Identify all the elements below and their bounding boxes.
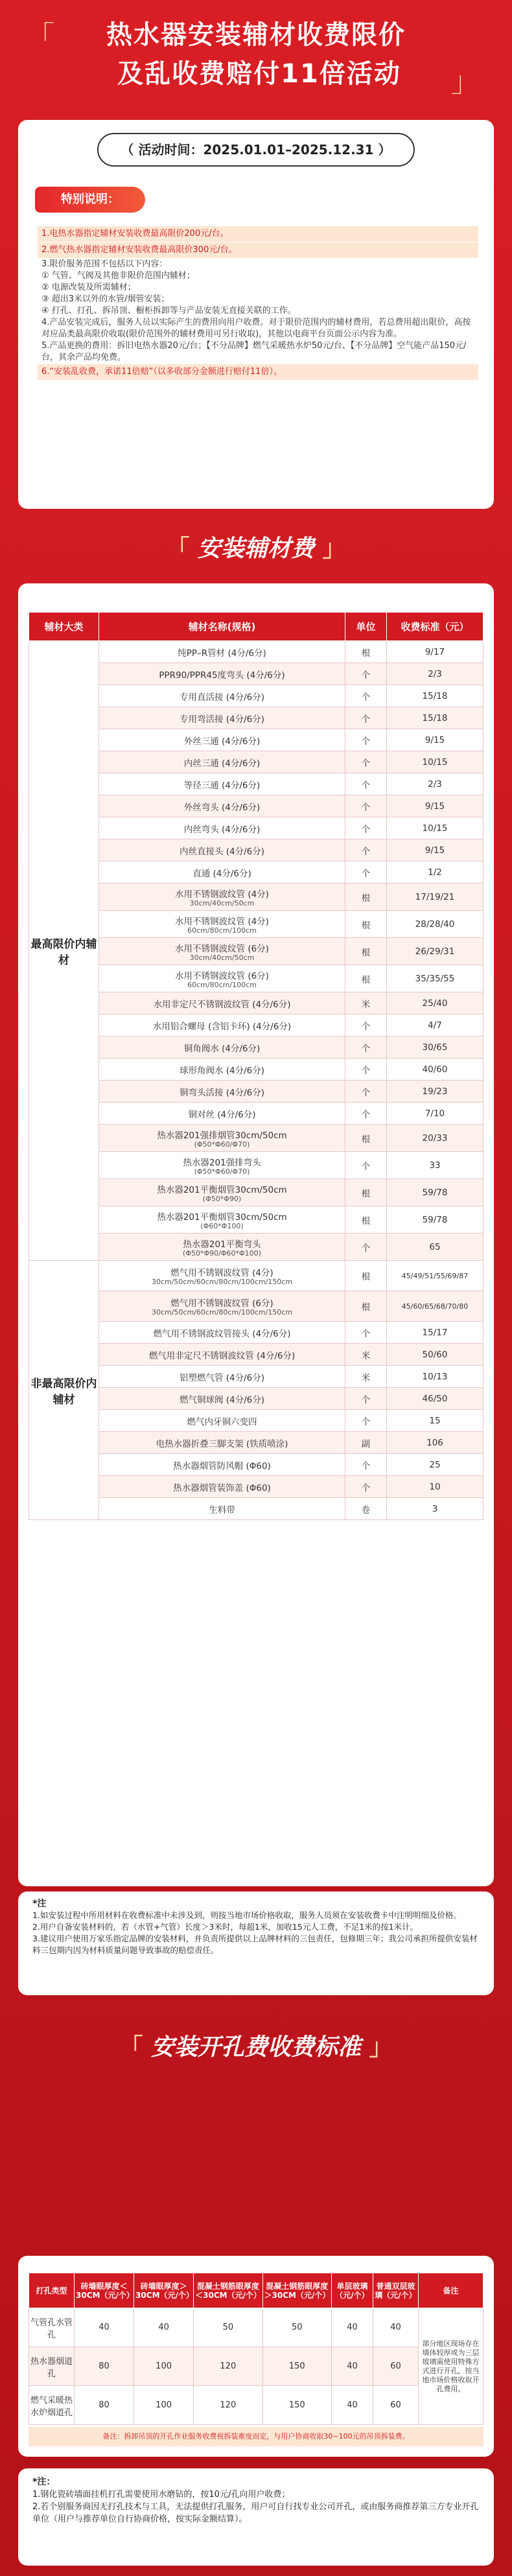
price-cell: 9/15 — [387, 839, 483, 861]
unit-cell: 根 — [345, 1206, 387, 1234]
category-cell: 最高限价内辅材 — [29, 641, 99, 1261]
unit-cell: 个 — [345, 1014, 387, 1036]
hero-title-line2: 及乱收费赔付11倍活动 — [117, 59, 401, 89]
price-cell: 120 — [194, 2386, 262, 2425]
price-cell: 10 — [387, 1476, 483, 1498]
footer-title: *注： — [32, 2477, 56, 2487]
price-cell: 60 — [373, 2386, 419, 2425]
unit-cell: 米 — [345, 992, 387, 1014]
unit-cell: 个 — [345, 1081, 387, 1103]
note-item: ④ 打孔、打孔、拆吊顶、橱柜拆卸等与产品安装无直接关联的工作。 — [41, 306, 296, 316]
price-cell: 40/60 — [387, 1059, 483, 1081]
note-item: ③ 超出3米以外的水管/烟管安装； — [41, 294, 170, 304]
material-name: PPR90/PPR45度弯头 (4分/6分) — [99, 663, 345, 685]
price-cell: 50 — [262, 2308, 331, 2347]
col-header: 砖墙眼厚度＞30CM（元/个） — [134, 2273, 194, 2308]
col-header: 混凝土钢筋眼厚度＞30CM（元/个） — [262, 2273, 331, 2308]
material-name: 球形角阀水 (4分/6分) — [99, 1059, 345, 1081]
footer-line: 2.若个别服务商因无打孔技术与工具，无法提供打孔服务，用户可自行找专业公司开孔，或由服务商推荐第三方专业开孔单位（用户与推荐单位自行协商价格，按实际金额结算）。 — [32, 2502, 479, 2524]
price-cell: 40 — [332, 2308, 373, 2347]
hole-remark: 部分地区现场存在墙体较厚或为三层玻璃需使用特殊方式进行开孔，按当地市场价格收取开孔费用。 — [419, 2308, 483, 2425]
price-cell: 106 — [387, 1432, 483, 1454]
material-name: 铝塑燃气管 (4分/6分) — [99, 1366, 345, 1388]
material-name: 水用铝合螺母 (含铝卡环) (4分/6分) — [99, 1014, 345, 1036]
material-name: 铜对丝 (4分/6分) — [99, 1103, 345, 1125]
col-header: 打孔类型 — [29, 2273, 75, 2308]
col-header: 混凝土钢筋眼厚度＜30CM（元/个） — [194, 2273, 262, 2308]
price-cell: 40 — [332, 2347, 373, 2386]
note-item: 3.限价服务范围不包括以下内容： — [41, 259, 168, 269]
note-item: 6.“安装乱收费，承诺11倍赔”（以多收部分金额进行赔付11倍）。 — [38, 364, 478, 380]
unit-cell: 个 — [345, 1322, 387, 1344]
price-cell: 40 — [134, 2308, 194, 2347]
material-name: 热水器201平衡烟管30cm/50cm (Φ50*Φ90) — [99, 1179, 345, 1206]
unit-cell: 副 — [345, 1432, 387, 1454]
price-cell: 59/78 — [387, 1206, 483, 1234]
price-cell: 50 — [194, 2308, 262, 2347]
unit-cell: 个 — [345, 1234, 387, 1261]
material-name: 内丝三通 (4分/6分) — [99, 751, 345, 773]
unit-cell: 根 — [345, 1291, 387, 1322]
price-cell: 2/3 — [387, 773, 483, 795]
material-name: 电热水器折叠三脚支架 (铁质喷涂) — [99, 1432, 345, 1454]
material-name: 专用直活接 (4分/6分) — [99, 685, 345, 707]
price-cell: 50/60 — [387, 1344, 483, 1366]
price-cell: 45/60/65/68/70/80 — [387, 1291, 483, 1322]
material-name: 燃气用不锈钢波纹管接头 (4分/6分) — [99, 1322, 345, 1344]
price-cell: 1/2 — [387, 861, 483, 884]
note-item: 5.产品更换的费用：拆旧电热水器20元/台；【不分品牌】燃气采暖热水炉50元/台、【不分品牌】空气能产品150元/台，其余产品均免费。 — [41, 341, 467, 362]
unit-cell: 个 — [345, 861, 387, 884]
unit-cell: 卷 — [345, 1498, 387, 1520]
unit-cell: 根 — [345, 884, 387, 911]
footer-line: 3.建议用户使用万家乐指定品牌的安装材料，并负责所提供以上品牌材料的三包责任，包修期三年；我公司承担所提供安装材料三包期内因为材料质量问题导致事故的赔偿责任。 — [32, 1934, 478, 1955]
price-cell: 65 — [387, 1234, 483, 1261]
price-cell: 28/28/40 — [387, 911, 483, 938]
price-cell: 150 — [262, 2347, 331, 2386]
unit-cell: 个 — [345, 795, 387, 817]
hero-banner — [0, 0, 512, 120]
price-cell: 120 — [194, 2347, 262, 2386]
material-name: 水用非定尺不锈钢波纹管 (4分/6分) — [99, 992, 345, 1014]
table-row — [29, 2347, 483, 2386]
price-cell: 80 — [75, 2386, 134, 2425]
price-cell: 10/13 — [387, 1366, 483, 1388]
activity-period: （ 活动时间：2025.01.01–2025.12.31 ） — [97, 133, 415, 167]
holes-bottom-note: 备注：拆卸吊顶的开孔作业服务收费视拆装难度而定，与用户协商收取30~100元的吊顶拆装费。 — [29, 2427, 483, 2446]
footer-line: 1.钢化瓷砖墙面挂机打孔需要使用水磨钻的，按10元/孔向用户收费； — [32, 2490, 290, 2500]
material-name: 直通 (4分/6分) — [99, 861, 345, 884]
price-cell: 40 — [75, 2308, 134, 2347]
table-row — [29, 641, 483, 663]
material-name: 内丝弯头 (4分/6分) — [99, 817, 345, 839]
price-cell: 25 — [387, 1454, 483, 1476]
col-header: 备注 — [419, 2273, 483, 2308]
material-name: 水用不锈钢波纹管 (6分) 30cm/40cm/50cm — [99, 938, 345, 965]
unit-cell: 个 — [345, 1036, 387, 1059]
price-cell: 59/78 — [387, 1179, 483, 1206]
unit-cell: 根 — [345, 965, 387, 992]
unit-cell: 个 — [345, 773, 387, 795]
material-name: 水用不锈钢波纹管 (4分) 60cm/80cm/100cm — [99, 911, 345, 938]
materials-section-title: 「 安装辅材费 」 — [166, 535, 346, 562]
price-cell: 40 — [332, 2386, 373, 2425]
unit-cell: 个 — [345, 751, 387, 773]
unit-cell: 个 — [345, 817, 387, 839]
note-item: ① 气管、气阀及其他非限价范围内辅材； — [41, 271, 195, 281]
price-cell: 80 — [75, 2347, 134, 2386]
material-name: 热水器201强排弯头 (Φ50*Φ60/Φ70) — [99, 1152, 345, 1179]
price-cell: 150 — [262, 2386, 331, 2425]
footer-title: *注 — [32, 1899, 47, 1909]
table-row — [29, 1261, 483, 1291]
unit-cell: 个 — [345, 707, 387, 729]
price-cell: 15/18 — [387, 685, 483, 707]
col-header: 收费标准（元） — [387, 613, 483, 641]
material-name: 热水器烟管防风帽 (Φ60) — [99, 1454, 345, 1476]
material-name: 水用不锈钢波纹管 (4分) 30cm/40cm/50cm — [99, 884, 345, 911]
unit-cell: 个 — [345, 1152, 387, 1179]
unit-cell: 个 — [345, 729, 387, 751]
unit-cell: 根 — [345, 938, 387, 965]
unit-cell: 个 — [345, 1454, 387, 1476]
unit-cell: 个 — [345, 663, 387, 685]
price-cell: 20/33 — [387, 1125, 483, 1152]
holes-section-title: 「 安装开孔费收费标准 」 — [119, 2034, 393, 2061]
price-cell: 60 — [373, 2347, 419, 2386]
material-name: 热水器201强排烟管30cm/50cm (Φ50*Φ60/Φ70) — [99, 1125, 345, 1152]
hero-title-line1: 热水器安装辅材收费限价 — [106, 20, 406, 50]
price-cell: 9/15 — [387, 795, 483, 817]
material-name: 热水器烟管装饰盖 (Φ60) — [99, 1476, 345, 1498]
price-cell: 40 — [373, 2308, 419, 2347]
material-name: 燃气铜球阀 (4分/6分) — [99, 1388, 345, 1410]
material-name: 燃气内牙铜六变四 — [99, 1410, 345, 1432]
price-cell: 2/3 — [387, 663, 483, 685]
unit-cell: 个 — [345, 839, 387, 861]
price-cell: 25/40 — [387, 992, 483, 1014]
price-cell: 17/19/21 — [387, 884, 483, 911]
material-name: 内丝直接头 (4分/6分) — [99, 839, 345, 861]
unit-cell: 个 — [345, 1059, 387, 1081]
table-row — [29, 2386, 483, 2425]
price-cell: 100 — [134, 2386, 194, 2425]
col-header: 单位 — [345, 613, 387, 641]
footer-line: 2.用户自备安装材料的，若（水管+气管）长度＞3米时，每超1米，加收15元人工费，不足1米的按1米计。 — [32, 1922, 419, 1932]
material-name: 生料带 — [99, 1498, 345, 1520]
unit-cell: 根 — [345, 1125, 387, 1152]
unit-cell: 米 — [345, 1366, 387, 1388]
note-item: 2.燃气热水器指定辅材安装收费最高限价300元/台。 — [38, 242, 478, 258]
material-name: 燃气用不锈钢波纹管 (6分) 30cm/50cm/60cm/80cm/100cm/150cm — [99, 1291, 345, 1322]
price-cell: 9/17 — [387, 641, 483, 663]
col-header: 辅材大类 — [29, 613, 99, 641]
col-header: 单层玻璃（元/个） — [332, 2273, 373, 2308]
price-cell: 4/7 — [387, 1014, 483, 1036]
price-cell: 10/15 — [387, 817, 483, 839]
unit-cell: 个 — [345, 1410, 387, 1432]
note-item: ② 电源改装及所需辅材； — [41, 283, 136, 292]
unit-cell: 米 — [345, 1344, 387, 1366]
material-name: 纯PP–R管材 (4分/6分) — [99, 641, 345, 663]
special-notes-tag: 特别说明： — [35, 187, 145, 213]
col-header: 砖墙眼厚度＜30CM（元/个） — [75, 2273, 134, 2308]
unit-cell: 根 — [345, 1261, 387, 1291]
footer-line: 1.如安装过程中所用材料在收费标准中未涉及到，则按当地市场价格收取，服务人员须在安装收费卡中注明明细及价格。 — [32, 1910, 461, 1920]
unit-cell: 根 — [345, 1179, 387, 1206]
hole-type: 热水器烟道孔 — [29, 2347, 75, 2386]
price-cell: 33 — [387, 1152, 483, 1179]
price-cell: 10/15 — [387, 751, 483, 773]
price-cell: 26/29/31 — [387, 938, 483, 965]
unit-cell: 个 — [345, 1388, 387, 1410]
material-name: 燃气用不锈钢波纹管 (4分) 30cm/50cm/60cm/80cm/100cm/150cm — [99, 1261, 345, 1291]
unit-cell: 根 — [345, 641, 387, 663]
price-cell: 19/23 — [387, 1081, 483, 1103]
price-cell: 7/10 — [387, 1103, 483, 1125]
unit-cell: 个 — [345, 1476, 387, 1498]
materials-table — [29, 612, 483, 1520]
note-item: 4.产品安装完成后，服务人员以实际产生的费用向用户收费。对于限价范围内的辅材费用，若总费用超出限价，高按对应品类最高限价收取(限价范围外的辅材费用可另行收取)，其他以电商平台页面公示内容为准。 — [41, 318, 471, 339]
material-name: 水用不锈钢波纹管 (6分) 60cm/80cm/100cm — [99, 965, 345, 992]
material-name: 铜弯头活接 (4分/6分) — [99, 1081, 345, 1103]
holes-table — [29, 2273, 483, 2425]
special-notes-list — [38, 226, 478, 381]
open-quote: 「 — [26, 20, 54, 53]
price-cell: 3 — [387, 1498, 483, 1520]
material-name: 热水器201平衡弯头 (Φ50*Φ90/Φ60*Φ100) — [99, 1234, 345, 1261]
price-cell: 45/49/51/55/69/87 — [387, 1261, 483, 1291]
price-cell: 9/15 — [387, 729, 483, 751]
unit-cell: 根 — [345, 911, 387, 938]
unit-cell: 个 — [345, 685, 387, 707]
col-header: 普通双层玻璃（元/个） — [373, 2273, 419, 2308]
col-header: 辅材名称(规格) — [99, 613, 345, 641]
price-cell: 15/18 — [387, 707, 483, 729]
material-name: 燃气用非定尺不锈钢波纹管 (4分/6分) — [99, 1344, 345, 1366]
table-row — [29, 2308, 483, 2347]
note-item: 1.电热水器指定辅材安装收费最高限价200元/台。 — [38, 226, 478, 242]
price-cell: 100 — [134, 2347, 194, 2386]
price-cell: 35/35/55 — [387, 965, 483, 992]
hole-type: 气管孔水管孔 — [29, 2308, 75, 2347]
material-name: 热水器201平衡烟管30cm/50cm (Φ60*Φ100) — [99, 1206, 345, 1234]
holes-footer — [32, 2476, 480, 2525]
price-cell: 30/65 — [387, 1036, 483, 1059]
close-quote: 」 — [451, 65, 480, 99]
category-cell: 非最高限价内辅材 — [29, 1261, 99, 1520]
materials-footer — [32, 1898, 480, 1956]
price-cell: 46/50 — [387, 1388, 483, 1410]
price-cell: 15/17 — [387, 1322, 483, 1344]
hole-type: 燃气采暖热水炉烟道孔 — [29, 2386, 75, 2425]
material-name: 专用弯活接 (4分/6分) — [99, 707, 345, 729]
price-cell: 15 — [387, 1410, 483, 1432]
material-name: 铜角阀水 (4分/6分) — [99, 1036, 345, 1059]
unit-cell: 个 — [345, 1103, 387, 1125]
material-name: 等径三通 (4分/6分) — [99, 773, 345, 795]
material-name: 外丝三通 (4分/6分) — [99, 729, 345, 751]
material-name: 外丝弯头 (4分/6分) — [99, 795, 345, 817]
